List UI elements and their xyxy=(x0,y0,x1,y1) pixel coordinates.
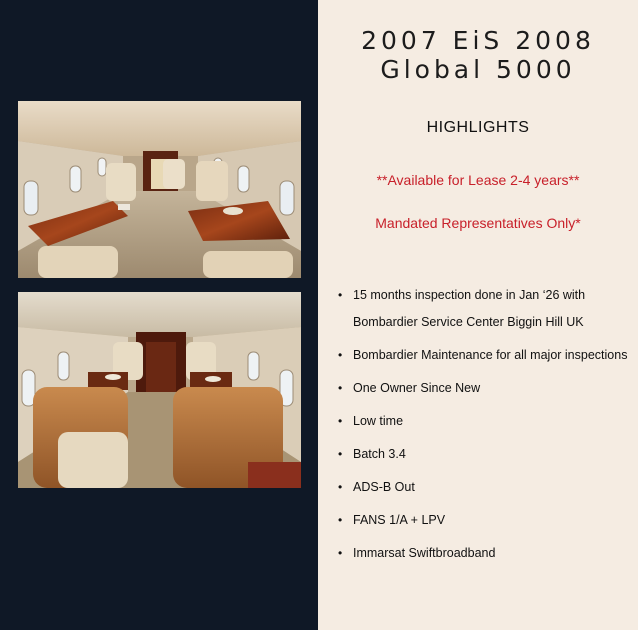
list-item-text: 15 months inspection done in Jan ‘26 with Bombardier Service Center Biggin Hill UK xyxy=(353,288,586,329)
bullet-icon: • xyxy=(338,512,343,527)
bullet-icon: • xyxy=(338,380,343,395)
list-item-text: Low time xyxy=(353,413,404,428)
list-item-text: Immarsat Swiftbroadband xyxy=(353,545,496,560)
list-item xyxy=(338,375,633,402)
list-item-text: ADS-B Out xyxy=(353,479,415,494)
list-item xyxy=(338,408,633,435)
list-item-text: One Owner Since New xyxy=(353,380,481,395)
list-item-text: Batch 3.4 xyxy=(353,446,406,461)
list-item xyxy=(338,342,633,369)
list-item-text: Bombardier Maintenance for all major inspections xyxy=(353,347,628,362)
bullet-icon: • xyxy=(338,288,343,302)
lease-availability-note: **Available for Lease 2-4 years** xyxy=(376,172,580,188)
bullet-icon: • xyxy=(338,545,343,560)
bullet-icon: • xyxy=(338,347,343,362)
cabin-photo-aft xyxy=(18,292,301,488)
list-item xyxy=(338,474,633,501)
list-item xyxy=(338,282,633,335)
photo-panel xyxy=(0,0,318,630)
cabin-photo-forward xyxy=(18,101,301,278)
bullet-icon: • xyxy=(338,413,343,428)
highlights-panel xyxy=(318,0,638,630)
list-item xyxy=(338,540,633,567)
list-item-text: FANS 1/A + LPV xyxy=(353,512,446,527)
highlights-list xyxy=(338,282,633,573)
list-item xyxy=(338,441,633,468)
mandated-representatives-note: Mandated Representatives Only* xyxy=(375,215,581,231)
bullet-icon: • xyxy=(338,446,343,461)
list-item xyxy=(338,507,633,534)
aircraft-year-title: 2007 EiS 2008 xyxy=(361,26,595,55)
bullet-icon: • xyxy=(338,479,343,494)
aircraft-model-title: Global 5000 xyxy=(380,55,576,84)
highlights-heading: HIGHLIGHTS xyxy=(426,119,530,136)
